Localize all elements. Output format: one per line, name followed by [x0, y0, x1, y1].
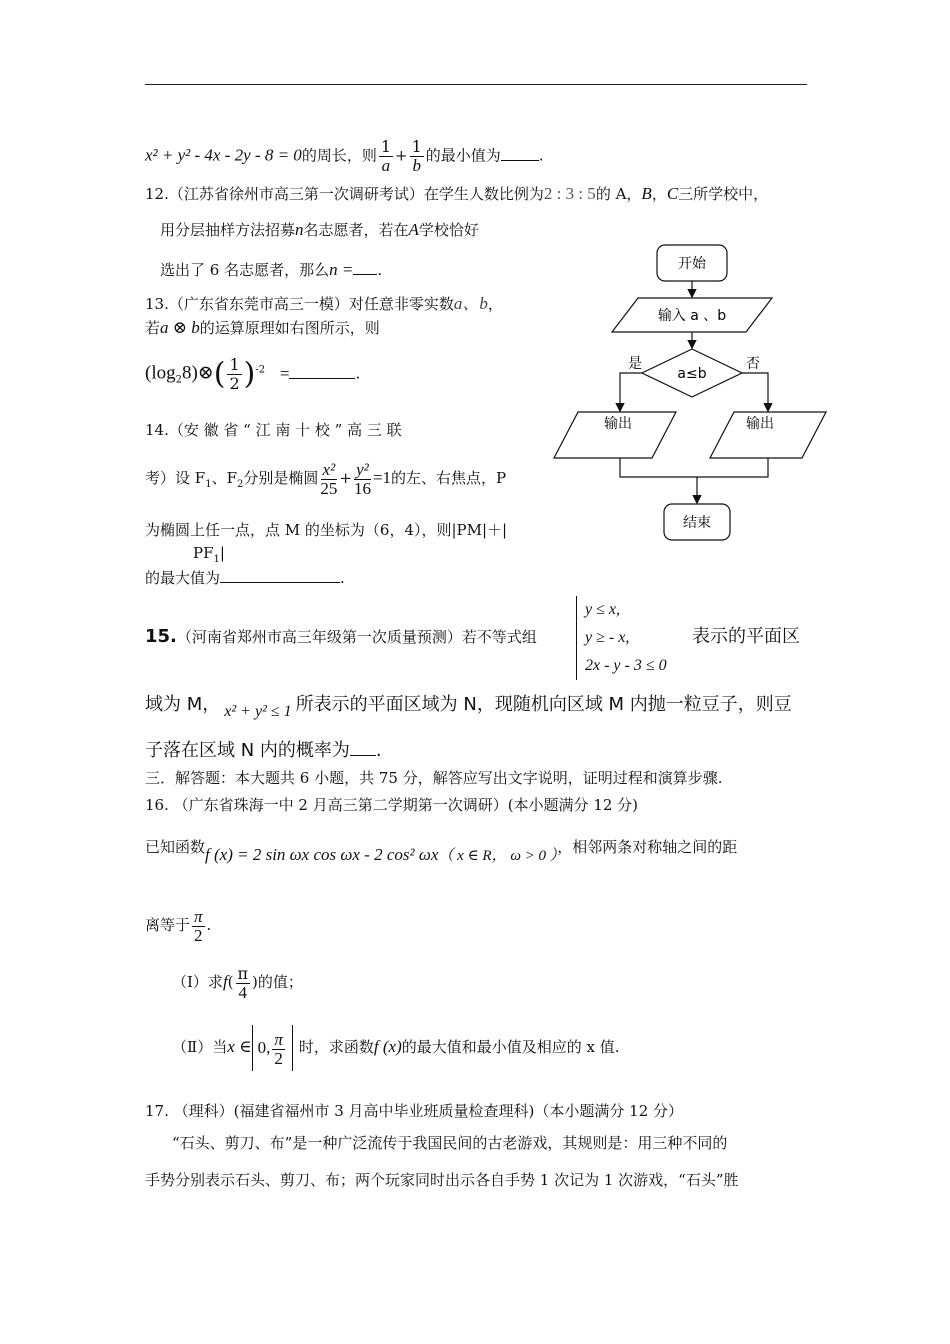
q13-line1: 13.（广东省东莞市高三一模）对任意非零实数a、b，	[145, 294, 503, 313]
q14-line2: 考）设 $F_1$、$F_2$分别是椭圆 $\frac{\text{x²}}{25}$ + $\frac{\text{y²}}{16}$ =1的左、右焦点，P	[145, 459, 507, 498]
output-left-label: 输出	[604, 416, 632, 432]
inequality-system: y ≤ x, y ≥ - x, 2x - y - 3 ≤ 0	[576, 596, 667, 680]
input-label: 输入 a 、b	[657, 308, 727, 324]
q12-line2: 用分层抽样方法招募n名志愿者，若在A学校恰好	[160, 220, 479, 239]
q17-line2: 手势分别表示石头、剪刀、布；两个玩家同时出示各自手势 1 次记为 1 次游戏，“石头”胜	[145, 1171, 739, 1189]
section-3-heading: 三．解答题：本大题共 6 小题，共 75 分，解答应写出文字说明，证明过程和演算步骤.	[145, 769, 723, 787]
answer-blank	[289, 370, 355, 379]
q14-line4: $PF_1|$	[193, 544, 225, 565]
q12-line3: 选出了 6 名志愿者，那么n = .	[160, 260, 383, 279]
q14-line3: 为椭圆上任一点，点 M 的坐标为（6，4），则|PM|＋|	[145, 521, 508, 539]
q15-line2: 域为 M， x² + y² ≤ 1 所表示的平面区域为 N，现随机向区域 M 内抛一粒豆子，则豆	[145, 694, 792, 720]
q16-title: 16. （广东省珠海一中 2 月高三第二学期第一次调研）(本小题满分 12 分)	[145, 796, 639, 814]
q16-line2: 离等于 $\frac{\pi}{2}$ .	[145, 906, 212, 945]
q16-part1: （Ⅰ）求f( $\frac{\pi}{4}$ )的值；	[172, 963, 303, 1002]
start-label: 开始	[678, 256, 706, 272]
output-right-label: 输出	[746, 416, 774, 432]
q16-part2: （Ⅱ）当x ∈ 0, $\frac{\pi}{2}$ 时，求函数f (x)的最大值和最小值及相应的 x 值.	[172, 1025, 620, 1071]
q15-line3: 子落在区域 N 内的概率为 .	[145, 740, 382, 761]
q13-line2: 若a ⊗ b的运算原理如右图所示，则	[145, 318, 380, 337]
q17-line1: “石头、剪刀、布”是一种广泛流传于我国民间的古老游戏，其规则是：用三种不同的	[172, 1134, 728, 1152]
q12-line1: 12.（江苏省徐州市高三第一次调研考试）在学生人数比例为2 : 3 : 5的 A，B，C三所学校中，	[145, 184, 769, 203]
q13-expression: $(\log_28)\otimes$( $\frac{1}{2}$ )$^{-2}$ = .	[145, 355, 361, 393]
q15-line1-end: 表示的平面区	[692, 626, 800, 647]
q17-title: 17. （理科）(福建省福州市 3 月高中毕业班质量检查理科)（本小题满分 12 分）	[145, 1102, 684, 1120]
flowchart	[550, 240, 840, 554]
header-rule	[145, 84, 807, 85]
answer-blank	[220, 568, 340, 583]
q16-line1: 已知函数f (x) = 2 sin ωx cos ωx - 2 cos² ωx（ x ∈ R， ω > 0 ），相邻两条对称轴之间的距	[145, 838, 738, 864]
q14-line1: 14.（安 徽 省 “ 江 南 十 校 ” 高 三 联	[145, 421, 402, 439]
yes-label: 是	[628, 356, 642, 372]
no-label: 否	[746, 356, 760, 372]
q11-tail: x² + y² - 4x - 2y - 8 = 0的周长，则 $\frac{1}{a}$ + $\frac{1}{b}$ 的最小值为 .	[145, 137, 544, 175]
answer-blank	[350, 739, 376, 756]
answer-blank	[501, 146, 539, 161]
q15-line1: 15.（河南省郑州市高三年级第一次质量预测）若不等式组	[145, 626, 537, 647]
answer-blank	[353, 260, 377, 275]
circle-equation: x² + y² - 4x - 2y - 8 = 0	[145, 145, 302, 165]
decision-label: a≤b	[677, 366, 707, 382]
flowchart-svg	[550, 240, 840, 550]
end-label: 结束	[683, 515, 711, 531]
q14-line5: 的最大值为 .	[145, 569, 345, 587]
